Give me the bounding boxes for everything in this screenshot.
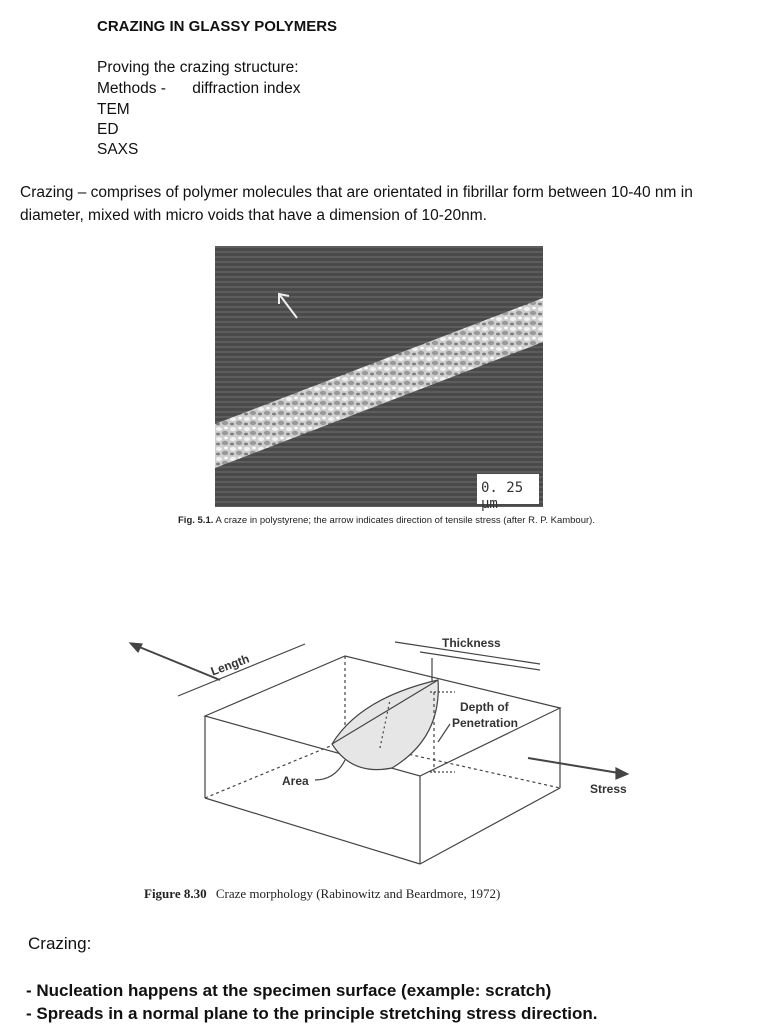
bullet-item: - Nucleation happens at the specimen surface (example: scratch) [26,981,552,1000]
figure-caption-text: Craze morphology (Rabinowitz and Beardmore, 1972) [215,886,501,901]
stress-label: Stress [590,782,627,796]
craze-morphology-diagram [120,628,650,878]
method-item: TEM [97,101,130,118]
page-title: CRAZING IN GLASSY POLYMERS [97,18,338,35]
figure-caption [178,514,598,527]
methods-label: Methods - [97,80,166,97]
figure-caption [144,886,500,902]
thickness-label: Thickness [442,636,501,650]
depth-label-2: Penetration [452,716,519,730]
figure-label: Figure 8.30 [144,886,207,901]
craze-micrograph [215,246,543,512]
section-title: Crazing: [28,934,92,953]
method-item: SAXS [97,141,139,158]
method-item: diffraction index [192,80,301,97]
method-item: ED [97,121,119,138]
crazing-definition: Crazing – comprises of polymer molecules that are orientated in fibrillar form between 10-40 nm in diameter, mixed with micro voids that have a dimension of 10-20nm. [20,184,693,224]
figure-caption-text: A craze in polystyrene; the arrow indicates direction of tensile stress (after R. P. Kambour). [215,515,595,526]
bullet-item: - Spreads in a normal plane to the principle stretching stress direction. [26,1004,598,1023]
depth-label-1: Depth of [460,700,509,714]
proving-line: Proving the crazing structure: [97,59,299,76]
scale-bar-label: 0. 25 μm [481,480,524,512]
area-label: Area [282,774,309,788]
length-label: Length [208,651,252,679]
figure-label: Fig. 5.1. [178,515,214,526]
methods-line [97,80,301,98]
